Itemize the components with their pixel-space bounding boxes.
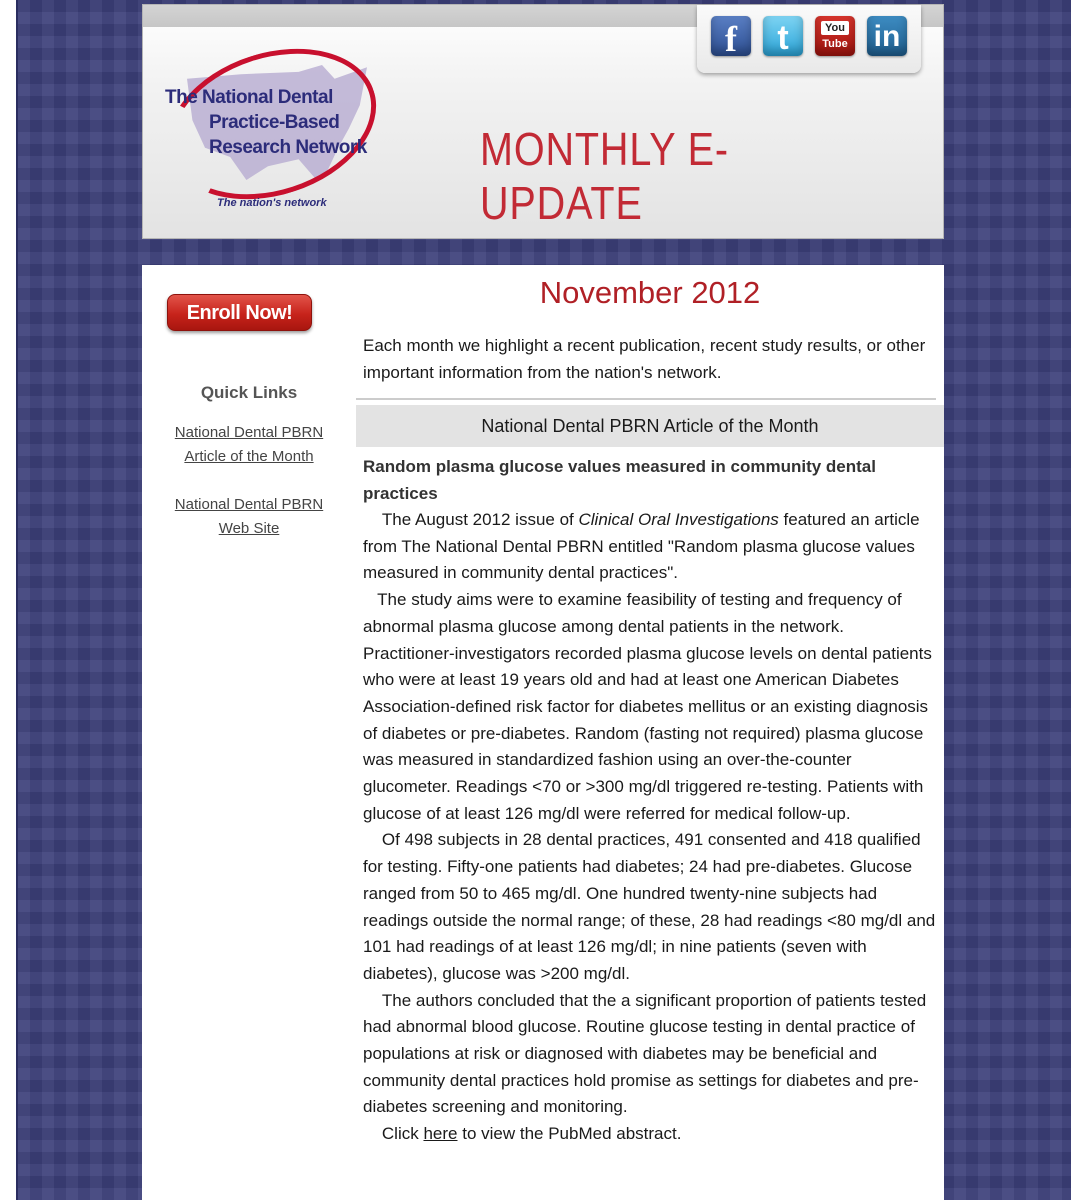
p1-rest: featured an article from The National Dental PBRN entitled "Random plasma glucose values measured in community dental practices". xyxy=(363,510,920,583)
p4-text: The authors concluded that the a significant proportion of patients tested had abnormal blood glucose. Routine glucose testing in dental practice of populations at risk or diagnosed with diabetes may be beneficial and community dental practices hold promise as settings for diabetes and pre-diabetes screening and monitoring. xyxy=(363,990,927,1117)
quick-link-web-site[interactable]: National Dental PBRN Web Site xyxy=(174,496,324,537)
month-title: November 2012 xyxy=(539,275,761,310)
youtube-icon[interactable] xyxy=(815,16,855,56)
youtube-icon-bottom-text: Tube xyxy=(822,38,848,50)
twitter-icon[interactable]: t xyxy=(763,16,803,56)
p2-text: The study aims were to examine feasibility of testing and frequency of abnormal plasma glucose among dental patients in the network. Practitioner-investigators recorded plasma glucose levels on dental patients who were at least 19 years old and had at least one American Diabetes Association-defined risk factor for diabetes mellitus or an existing diagnosis of diabetes or pre-diabetes. Random (fasting not required) plasma glucose was measured in standardized fashion using an over-the-counter glucometer. Readings <70 or >300 mg/dl triggered re-testing. Patients with glucose of at least 126 mg/dl were referred for medical follow-up. xyxy=(363,590,932,823)
logo-line-3: Research Network xyxy=(209,137,367,158)
article-title: Random plasma glucose values measured in community dental practices xyxy=(363,457,876,503)
article-paragraph-4 xyxy=(363,988,937,1122)
article-paragraph-1 xyxy=(363,507,937,587)
network-logo xyxy=(163,45,383,220)
p5-rest: to view the PubMed abstract. xyxy=(457,1124,682,1144)
linkedin-icon[interactable]: in xyxy=(867,16,907,56)
logo-tagline: The nation's network xyxy=(217,197,327,209)
quick-links-heading: Quick Links xyxy=(200,383,298,402)
p3-text: Of 498 subjects in 28 dental practices, 491 consented and 418 qualified for testing. Fifty-one patients had diabetes; 24 had pre-diabetes. Glucose ranged from 50 to 465 mg/dl. One hundred twenty-nine subjects had readings outside the normal range; of these, 28 had readings <80 mg/dl and 101 had readings of at least 126 mg/dl; in nine patients (seven with diabetes), glucose was >200 mg/dl. xyxy=(363,830,936,983)
section-heading: National Dental PBRN Article of the Month xyxy=(356,405,944,447)
article-paragraph-3 xyxy=(363,827,937,987)
pubmed-link[interactable]: here xyxy=(423,1124,458,1144)
article-content xyxy=(363,275,941,1148)
main-panel xyxy=(142,265,944,1200)
p5-lead: Click xyxy=(381,1124,424,1144)
quick-link-article-of-month[interactable]: National Dental PBRN Article of the Month xyxy=(174,424,324,465)
p1-lead: The August 2012 issue of xyxy=(381,510,579,529)
youtube-icon-top-text: You xyxy=(821,21,849,35)
article-paragraph-2 xyxy=(363,587,937,827)
journal-name: Clinical Oral Investigations xyxy=(578,510,779,529)
logo-line-1: The National Dental xyxy=(165,87,333,108)
newsletter-header xyxy=(142,4,944,239)
social-links-bar xyxy=(697,5,921,73)
quick-links-sidebar xyxy=(142,383,356,565)
intro-text: Each month we highlight a recent publication, recent study results, or other important information from the nation's network. xyxy=(363,336,926,382)
facebook-icon[interactable]: f xyxy=(711,16,751,56)
enroll-now-button[interactable]: Enroll Now! xyxy=(167,294,312,331)
section-divider xyxy=(356,398,936,400)
banner-title: MONTHLY E-UPDATE xyxy=(480,123,729,229)
article-paragraph-5 xyxy=(363,1121,937,1148)
logo-line-2: Practice-Based xyxy=(209,112,340,133)
